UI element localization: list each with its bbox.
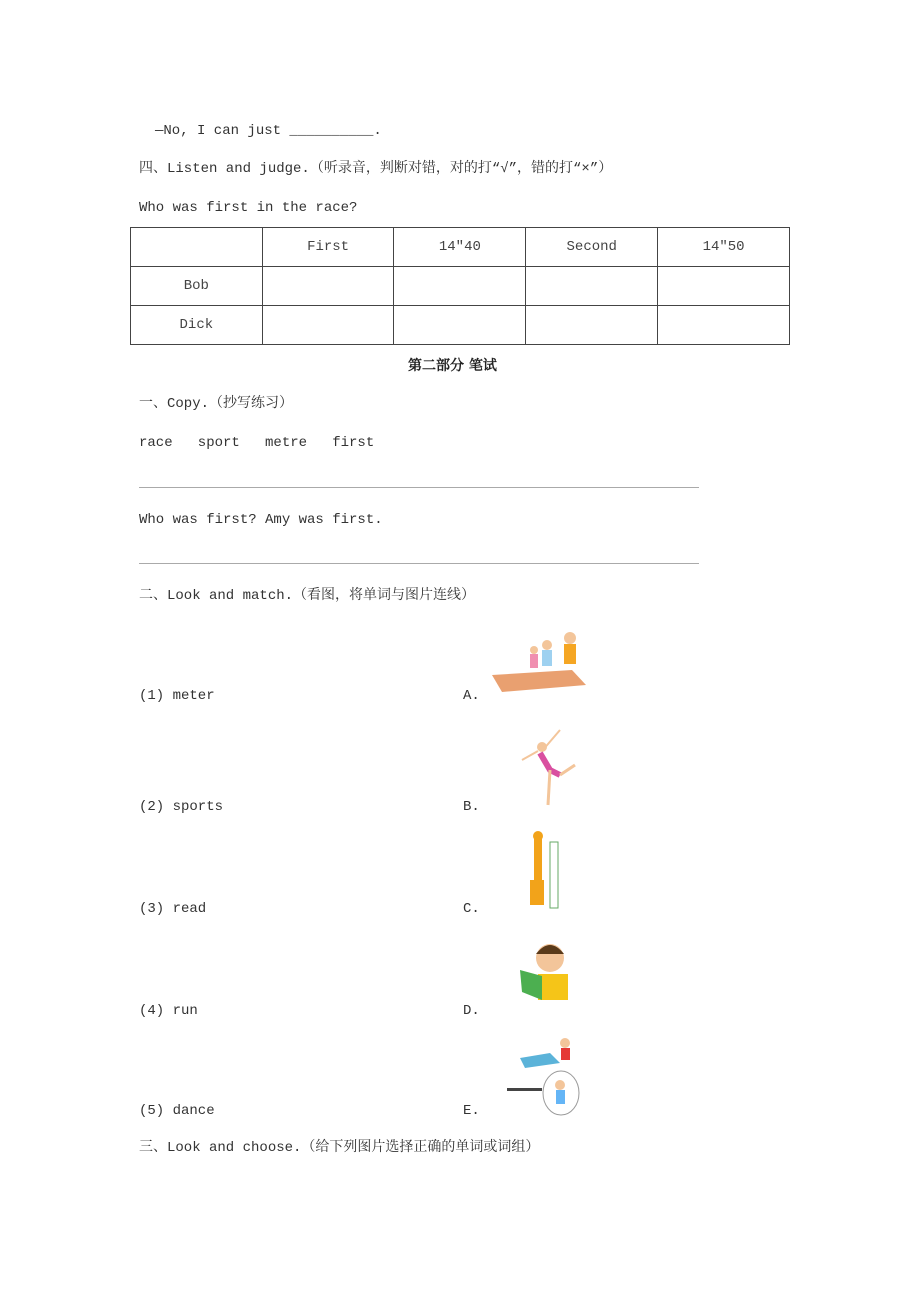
judge-table: [130, 227, 790, 345]
table-cell[interactable]: [394, 306, 526, 345]
copy-words: race sport metre first: [139, 435, 375, 451]
section4-title: 四、Listen and judge.（听录音，判断对错，对的打“√”，错的打“×”）: [139, 161, 613, 177]
copy-sentence: Who was first? Amy was first.: [139, 512, 383, 528]
table-cell[interactable]: [526, 306, 658, 345]
giraffe-measuring-image: [522, 830, 562, 910]
match-word: (1) meter: [139, 688, 215, 704]
table-cell: Second: [526, 228, 658, 267]
choose-title: 三、Look and choose.（给下列图片选择正确的单词或词组）: [139, 1140, 540, 1156]
match-word: (4) run: [139, 1003, 198, 1019]
table-cell: Bob: [131, 267, 263, 306]
copy-title: 一、Copy.（抄写练习）: [139, 396, 294, 412]
match-word: (5) dance: [139, 1103, 215, 1119]
table-cell[interactable]: [394, 267, 526, 306]
table-cell: 14″50: [658, 228, 790, 267]
match-letter: A.: [463, 688, 480, 704]
running-race-image: [492, 630, 586, 692]
table-header-row: [131, 228, 790, 267]
part-title: 第二部分 笔试: [408, 358, 497, 374]
table-cell[interactable]: [262, 306, 394, 345]
match-letter: E.: [463, 1103, 480, 1119]
table-row: [131, 267, 790, 306]
match-letter: D.: [463, 1003, 480, 1019]
table-cell: 14″40: [394, 228, 526, 267]
writing-line[interactable]: [139, 487, 699, 488]
table-cell[interactable]: [658, 267, 790, 306]
match-word: (3) read: [139, 901, 207, 917]
match-title: 二、Look and match.（看图，将单词与图片连线）: [139, 588, 476, 604]
match-word: (2) sports: [139, 799, 224, 815]
table-cell: First: [262, 228, 394, 267]
match-letter: C.: [463, 901, 480, 917]
table-cell[interactable]: [658, 306, 790, 345]
answer-line: —No, I can just __________.: [155, 123, 382, 139]
table-cell[interactable]: [262, 267, 394, 306]
sports-activities-image: [505, 1033, 585, 1117]
ballet-dancer-image: [520, 725, 576, 809]
boy-reading-image: [518, 940, 574, 1002]
table-cell: [131, 228, 263, 267]
table-row: [131, 306, 790, 345]
match-letter: B.: [463, 799, 480, 815]
writing-line[interactable]: [139, 563, 699, 564]
race-question: Who was first in the race?: [139, 200, 358, 216]
table-cell[interactable]: [526, 267, 658, 306]
table-cell: Dick: [131, 306, 263, 345]
